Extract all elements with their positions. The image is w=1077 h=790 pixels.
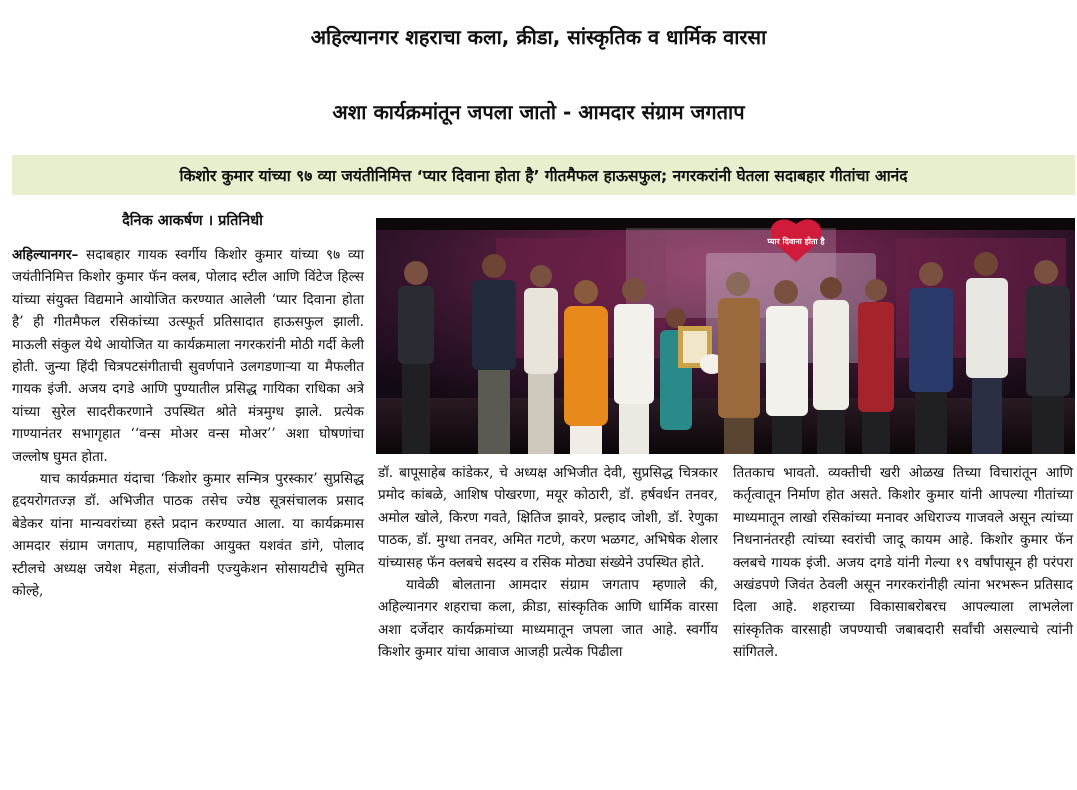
paragraph-1-text: सदाबहार गायक स्वर्गीय किशोर कुमार यांच्या ९७ व्या जयंतीनिमित्त किशोर कुमार फॅन क्लब, पोलाद स्टील आणि विंटेज हिल्स यांच्या संयुक्त विद्यमाने आयोजित करण्यात आलेली ‘प्यार दिवाना होता है’ ही गीतमैफल रसिकांच्या उत्स्फूर्त प्रतिसादात हाऊसफुल झाली. माऊली संकुल येथे आयोजित या कार्यक्रमाला नगरकरांनी मोठी गर्दी केली होती. जुन्या हिंदी चित्रपटसंगीताची सुवर्णपाने उलगडणाऱ्या या मैफलीत गायक इंजी. अजय दगडे आणि पुण्यातील प्रसिद्ध गायिका राधिका अत्रे यांच्या सुरेल सादरीकरणाने उपस्थित श्रोते मंत्रमुग्ध झाले. प्रत्येक गाण्यानंतर सभागृहात ‘‘वन्स मोअर वन्स मोअर’’ अशा घोषणांचा जल्लोष घुमत होता. (12, 247, 364, 465)
headline-line-1: अहिल्यानगर शहराचा कला, क्रीडा, सांस्कृतिक व धार्मिक वारसा (310, 25, 767, 49)
person-7 (718, 272, 760, 454)
event-photo (376, 218, 1075, 454)
person-10 (858, 279, 894, 454)
person-3 (524, 265, 558, 454)
article-paragraph-1 (12, 244, 364, 468)
banner-text: प्यार दिवाना होता है (767, 237, 825, 246)
person-9 (813, 277, 849, 454)
article-paragraph-3: डॉ. बापूसाहेब कांडेकर, चे अध्यक्ष अभिजीत देवी, सुप्रसिद्ध चित्रकार प्रमोद कांबळे, आशिष पोखरणा, मयूर कोठारी, डॉ. हर्षवर्धन तनवर, अमोल खोले, किरण गवते, क्षितिज झावरे, प्रल्हाद जोशी, डॉ. रेणुका पाठक, डॉ. मुग्धा तनवर, अमित गटणे, करण भळगट, अभिषेक शेलार यांच्यासह फॅन क्लबचे सदस्य व रसिक मोठ्या संख्येने उपस्थित होते. (378, 465, 718, 571)
byline: दैनिक आकर्षण । प्रतिनिधी (122, 213, 263, 229)
article-paragraph-5: तितकाच भावतो. व्यक्तीची खरी ओळख तिच्या विचारांतून आणि कर्तृत्वातून निर्माण होत असते. किशोर कुमार यांनी आपल्या गीतांच्या माध्यमातून लाखो रसिकांच्या मनावर अधिराज्य गाजवले असून त्यांच्या निधनानंतरही त्यांच्या स्वरांची जादू कायम आहे. किशोर कुमार फॅन क्लबचे गायक इंजी. अजय दगडे यांनी गेल्या १९ वर्षांपासून ही परंपरा अखंडपणे जिवंत ठेवली असून नगरकरांनीही त्यांना भरभरून प्रतिसाद दिला आहे. शहराच्या विकासाबरोबरच आपल्याला लाभलेला सांस्कृतिक वारसाही जपण्याची जबाबदारी सर्वांची असल्याचे त्यांनी सांगितले. (733, 465, 1073, 661)
dateline: अहिल्यानगर– (12, 247, 79, 263)
article-paragraph-4: यावेळी बोलताना आमदार संग्राम जगताप म्हणाले की, अहिल्यानगर शहराचा कला, क्रीडा, सांस्कृतिक आणि धार्मिक वारसा अशा दर्जेदार कार्यक्रमांच्या माध्यमातून जपला जात आहे. स्वर्गीय किशोर कुमार यांचा आवाज आजही प्रत्येक पिढीला (378, 577, 718, 661)
stage-scene (376, 218, 1075, 454)
person-8 (766, 280, 808, 454)
person-11 (909, 262, 953, 454)
person-13 (1026, 260, 1070, 454)
article-column-1 (12, 244, 364, 603)
person-5 (614, 278, 654, 454)
headline-line-2: अशा कार्यक्रमांतून जपला जातो - आमदार संग्राम जगताप (332, 100, 745, 124)
person-12 (966, 252, 1008, 454)
article-column-2 (378, 462, 718, 664)
article-paragraph-2: याच कार्यक्रमात यंदाचा ‘किशोर कुमार सन्मित्र पुरस्कार’ सुप्रसिद्ध हृदयरोगतज्ज्ञ डॉ. अभिजीत पाठक तसेच ज्येष्ठ सूत्रसंचालक प्रसाद बेडेकर यांना मान्यवरांच्या हस्ते प्रदान करण्यात आला. या कार्यक्रमास आमदार संग्राम जगताप, महापालिका आयुक्त यशवंत डांगे, पोलाद स्टीलचे अध्यक्ष जयेश मेहता, संजीवनी एज्युकेशन सोसायटीचे सुमित कोल्हे, (12, 471, 364, 600)
person-2 (472, 254, 516, 454)
article-column-3 (733, 462, 1073, 664)
subheadline-bar (12, 155, 1075, 195)
subheadline: किशोर कुमार यांच्या ९७ व्या जयंतीनिमित्त ‘प्यार दिवाना होता है’ गीतमैफल हाऊसफुल; नगरकरांनी घेतला सदाबहार गीतांचा आनंद (179, 167, 908, 185)
person-1 (398, 261, 434, 454)
